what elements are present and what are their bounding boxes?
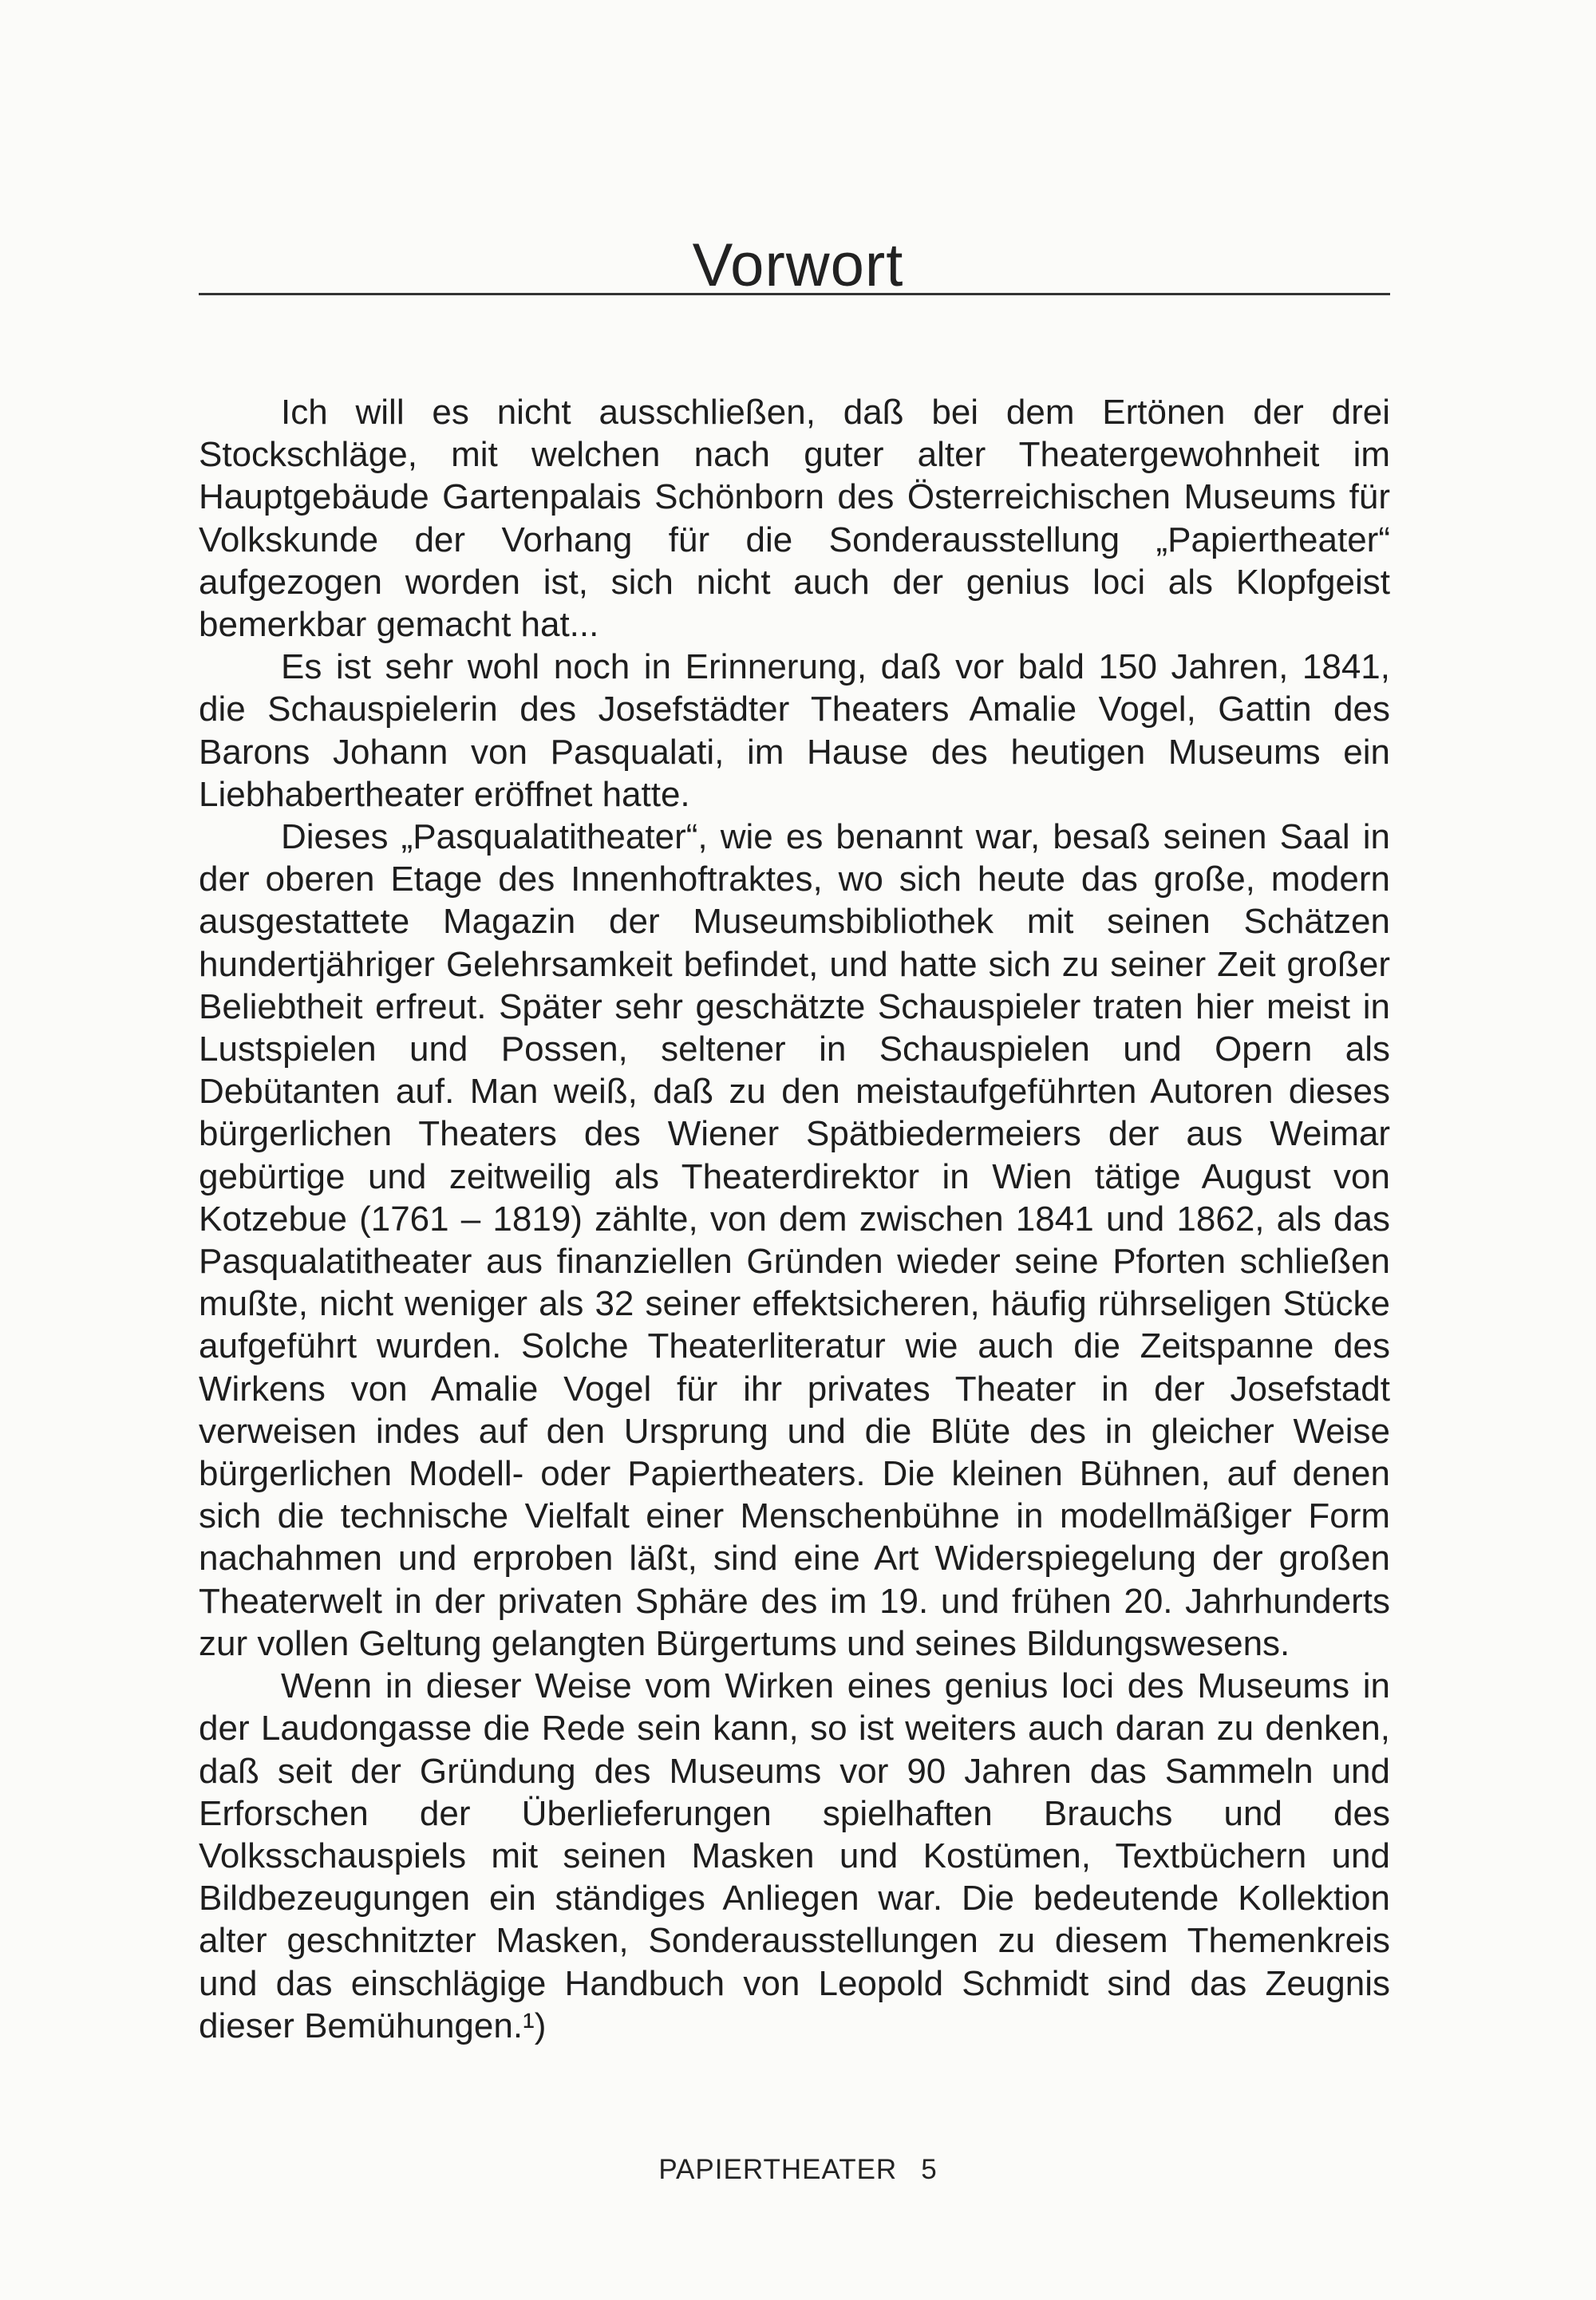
page-number: 5 [921, 2154, 938, 2185]
page-title: Vorwort [692, 231, 904, 299]
paragraph-3: Dieses „Pasqualatitheater“, wie es benannt war, besaß seinen Saal in der oberen Etage des Innenhoftraktes, wo sich heute das große, modern ausgestattete Magazin der Museumsbibliothek mit seinen Schätzen hundertjähriger Gelehrsamkeit befindet, und hatte sich zu seiner Zeit großer Beliebtheit erfreut. Später sehr geschätzte Schauspieler traten hier meist in Lustspielen und Possen, seltener in Schauspielen und Opern als Debütanten auf. Man weiß, daß zu den meistaufgeführten Autoren dieses bürgerlichen Theaters des Wiener Spätbiedermeiers der aus Weimar gebürtige und zeitweilig als Theaterdirektor in Wien tätige August von Kotzebue (1761 – 1819) zählte, von dem zwischen 1841 und 1862, als das Pasqualatitheater aus finanziellen Gründen wieder seine Pforten schließen mußte, nicht weniger als 32 seiner effektsicheren, häufig rührseligen Stücke aufgeführt wurden. Solche Theaterliteratur wie auch die Zeitspanne des Wirkens von Amalie Vogel für ihr privates Theater in der Josefstadt verweisen indes auf den Ursprung und die Blüte des in gleicher Weise bürgerlichen Modell- oder Papiertheaters. Die kleinen Bühnen, auf denen sich die technische Vielfalt einer Menschenbühne in modellmäßiger Form nachahmen und erproben läßt, sind eine Art Widerspiegelung der großen Theaterwelt in der privaten Sphäre des im 19. und frühen 20. Jahrhunderts zur vollen Geltung gelangten Bürgertums und seines Bildungswesens. [199, 817, 1390, 1663]
page-footer [0, 2153, 1596, 2187]
title-underline [199, 293, 1390, 295]
paragraph-2: Es ist sehr wohl noch in Erinnerung, daß vor bald 150 Jahren, 1841, die Schauspielerin des Josefstädter Theaters Amalie Vogel, Gattin des Barons Johann von Pasqualati, im Hause des heutigen Museums ein Liebhabertheater eröffnet hatte. [199, 647, 1390, 814]
running-title: PAPIERTHEATER [658, 2154, 898, 2185]
paragraph-4: Wenn in dieser Weise vom Wirken eines genius loci des Museums in der Laudongasse die Rede sein kann, so ist weiters auch daran zu denken, daß seit der Gründung des Museums vor 90 Jahren das Sammeln und Erforschen der Überlieferungen spielhaften Brauchs und des Volksschauspiels mit seinen Masken und Kostümen, Textbüchern und Bildbezeugungen ein ständiges Anliegen war. Die bedeutende Kollektion alter geschnitzter Masken, Sonderausstellungen zu diesem Themenkreis und das einschlägige Handbuch von Leopold Schmidt sind das Zeugnis dieser Bemühungen.¹) [199, 1666, 1390, 2045]
paragraph-1: Ich will es nicht ausschließen, daß bei dem Ertönen der drei Stockschläge, mit welchen nach guter alter Theatergewohnheit im Hauptgebäude Gartenpalais Schönborn des Österreichischen Museums für Volkskunde der Vorhang für die Sonderausstellung „Papiertheater“ aufgezogen worden ist, sich nicht auch der genius loci als Klopfgeist bemerkbar gemacht hat... [199, 393, 1390, 645]
body-text [199, 391, 1390, 2047]
